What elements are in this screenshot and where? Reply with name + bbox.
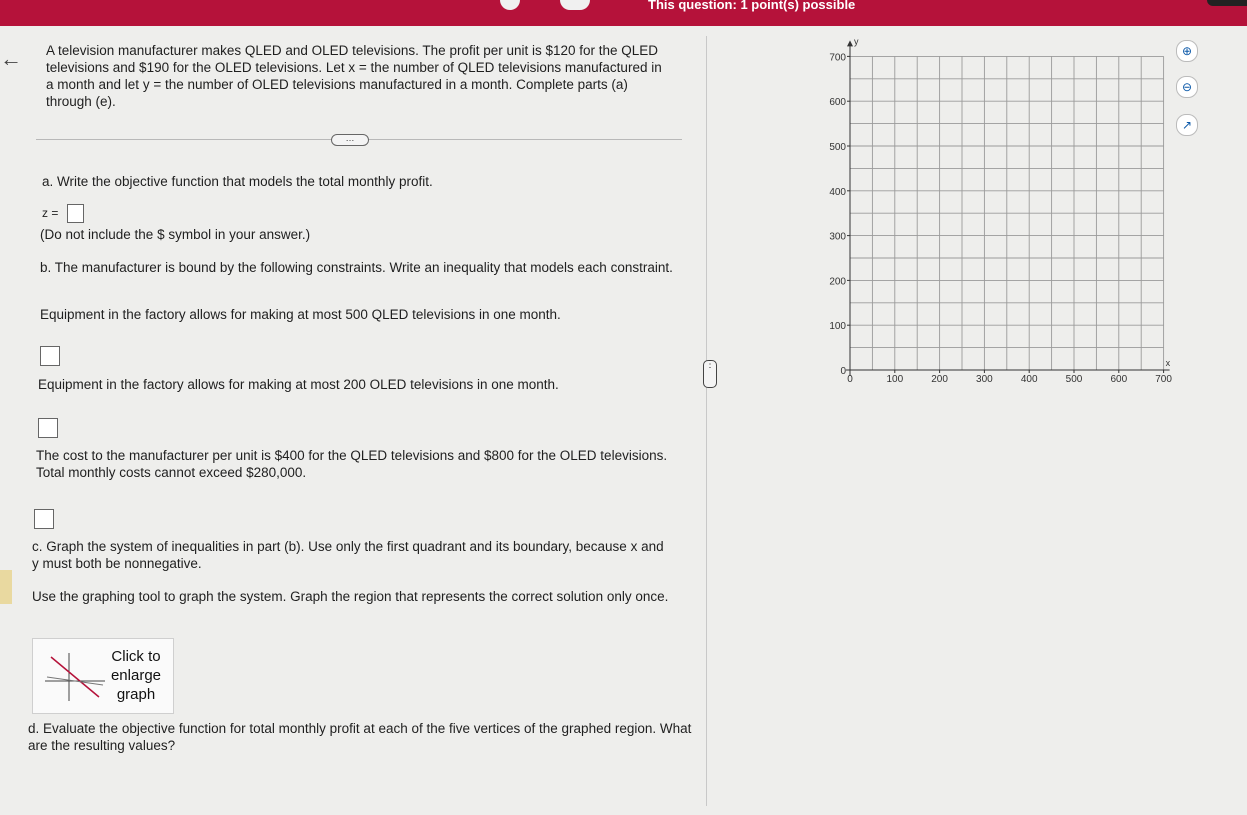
y-tick-label: 0 — [840, 366, 846, 377]
x-tick-label: 100 — [886, 374, 904, 385]
part-a-note: (Do not include the $ symbol in your answer.) — [40, 227, 311, 242]
x-tick-label: 600 — [1110, 374, 1128, 385]
objective-answer-box[interactable] — [67, 204, 84, 223]
top-bar — [0, 0, 1247, 26]
header-tab-fragment — [560, 0, 590, 10]
constraint-3-text: The cost to the manufacturer per unit is $400 for the QLED televisions and $800 for the OLED televisions. Total monthly costs cannot exceed $280,000. — [36, 448, 668, 480]
more-button[interactable]: … — [331, 134, 369, 146]
graph-thumbnail-icon — [39, 647, 109, 705]
y-tick-label: 200 — [829, 276, 846, 288]
x-tick-label: 500 — [1065, 374, 1083, 385]
coordinate-grid[interactable] — [808, 34, 1198, 394]
question-points: This question: 1 point(s) possible — [648, 0, 856, 12]
zoom-out-icon[interactable]: ⊖ — [1176, 76, 1198, 98]
part-a-prompt: a. Write the objective function that models the total monthly profit. — [42, 174, 433, 189]
graph-area[interactable] — [808, 34, 1198, 394]
back-arrow-icon[interactable]: ← — [0, 46, 22, 71]
y-axis-arrow — [847, 40, 853, 46]
x-tick-label: 400 — [1020, 374, 1038, 385]
y-tick-label: 500 — [829, 142, 846, 153]
x-tick-label: 300 — [976, 374, 993, 385]
x-axis-label: x — [1165, 358, 1171, 368]
enlarge-graph-label: Click to enlarge graph — [110, 648, 162, 703]
constraint-2-text: Equipment in the factory allows for making at most 200 OLED televisions in one month. — [38, 377, 559, 392]
part-c-prompt: c. Graph the system of inequalities in part (b). Use only the first quadrant and its boundary, because x and y must both be nonnegative. — [32, 539, 664, 571]
part-c-instructions: Use the graphing tool to graph the system. Graph the region that represents the correct solution only once. — [32, 589, 669, 604]
panel-splitter-handle[interactable]: ⋮ — [703, 360, 717, 388]
y-tick-label: 300 — [829, 231, 846, 243]
y-tick-label: 600 — [829, 97, 846, 109]
external-link-icon[interactable]: ↗ — [1176, 114, 1198, 136]
panel-divider — [706, 36, 707, 806]
x-tick-label: 200 — [931, 374, 948, 385]
z-label: z = — [42, 206, 59, 220]
x-tick-label: 700 — [1155, 374, 1172, 385]
y-tick-label: 100 — [829, 321, 846, 333]
question-panel — [0, 26, 706, 815]
constraint-1-answer-box[interactable] — [40, 346, 60, 366]
part-d-prompt: d. Evaluate the objective function for total monthly profit at each of the five vertices of the graphed region. What are the resulting values? — [28, 721, 692, 753]
part-b-prompt: b. The manufacturer is bound by the following constraints. Write an inequality that models each constraint. — [40, 260, 673, 275]
constraint-3-answer-box[interactable] — [34, 509, 54, 529]
zoom-in-icon[interactable]: ⊕ — [1176, 40, 1198, 62]
y-tick-label: 700 — [829, 52, 846, 64]
enlarge-graph-button[interactable] — [32, 638, 174, 714]
constraint-2-answer-box[interactable] — [38, 418, 58, 438]
x-tick-label: 0 — [847, 374, 853, 385]
y-tick-label: 400 — [829, 186, 846, 198]
y-axis-label: y — [854, 36, 859, 47]
header-corner — [1207, 0, 1247, 6]
header-tab-fragment — [500, 0, 520, 10]
constraint-1-text: Equipment in the factory allows for making at most 500 QLED televisions in one month. — [40, 307, 561, 322]
question-intro: A television manufacturer makes QLED and OLED televisions. The profit per unit is $120 for the QLED televisions and $190 for the OLED televisions. Let x = the number of QLED televisions manufactured in a month and let y = the number of OLED televisions manufactured in a month. Complete parts (a) through (e). — [46, 43, 662, 109]
